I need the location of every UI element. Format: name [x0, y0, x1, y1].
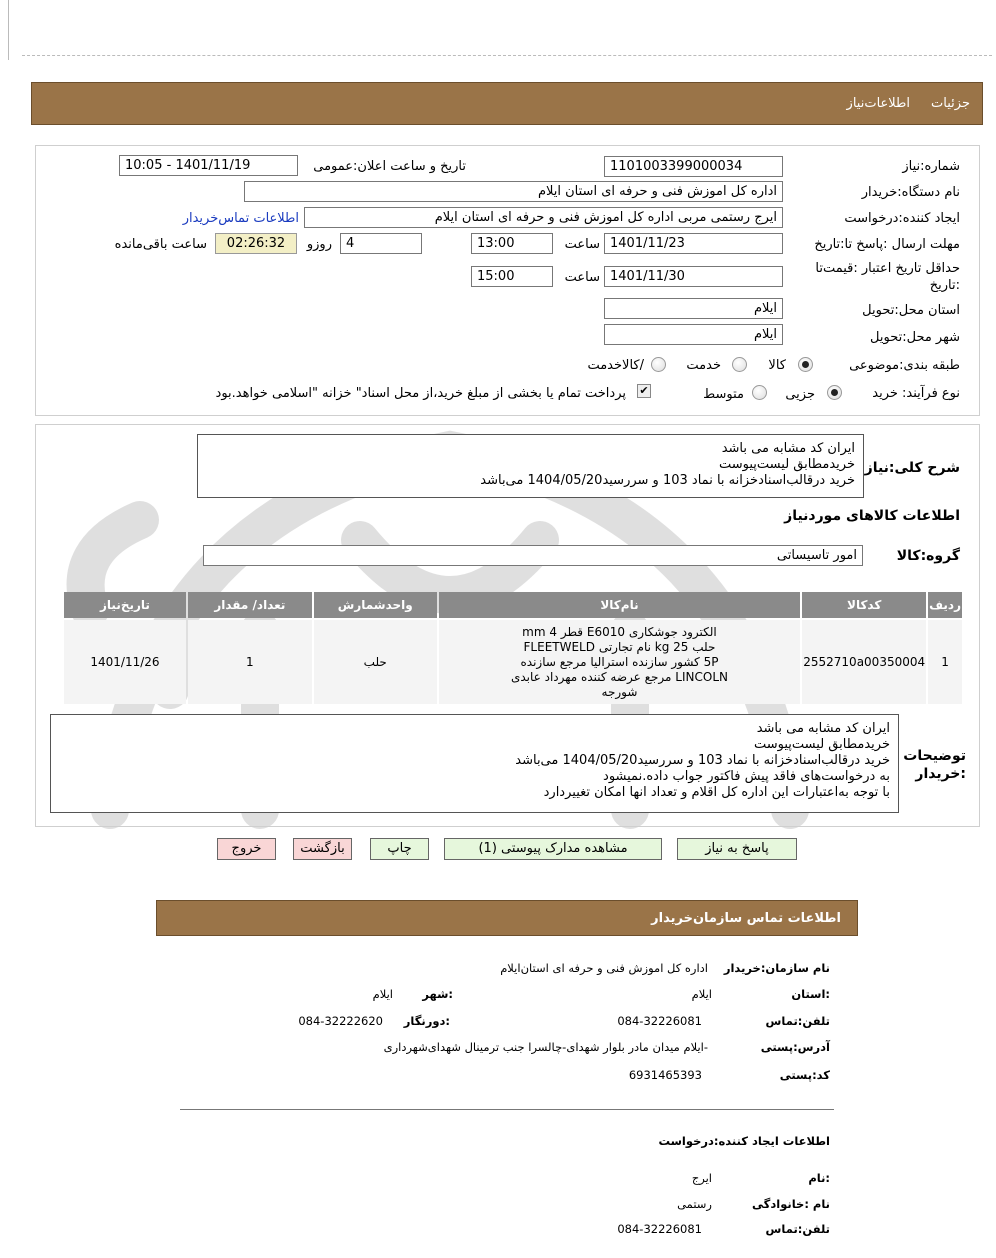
- payment-checkbox[interactable]: ✔: [637, 384, 651, 398]
- cell-qty: 1: [188, 620, 312, 704]
- send-deadline-time: 13:00: [471, 233, 553, 254]
- details-banner: [31, 82, 983, 125]
- creator-phone-label: تلفن:تماس: [765, 1222, 830, 1236]
- buyer-notes-label-1: توضیحات: [903, 748, 966, 764]
- category-service-label: خدمت: [686, 358, 721, 373]
- remaining-label: ساعت باقی‌مانده: [114, 237, 207, 252]
- validity-label-2: :تاریخ: [929, 278, 960, 293]
- contact-address-label: آدرس:پستی: [760, 1040, 830, 1054]
- buyer-org-field: اداره کل اموزش فنی و حرفه ای استان ایلام: [244, 181, 783, 202]
- goods-group-field: امور تاسیساتی: [203, 545, 863, 566]
- need-number-field: 1101003399000034: [604, 156, 783, 177]
- contact-divider: [180, 1109, 834, 1110]
- validity-time: 15:00: [471, 266, 553, 287]
- category-label: طبقه بندی:موضوعی: [849, 358, 960, 373]
- send-deadline-hour-label: ساعت: [564, 237, 600, 252]
- col-code: کدکالا: [802, 592, 926, 618]
- cell-code: 2552710a00350004: [802, 620, 926, 704]
- contact-org-value: اداره کل اموزش فنی و حرفه ای استان‌ایلام: [500, 961, 708, 975]
- send-deadline-date: 1401/11/23: [604, 233, 783, 254]
- tab-details[interactable]: جزئیات: [931, 96, 970, 111]
- contact-banner: [156, 900, 858, 936]
- process-medium-label: متوسط: [703, 387, 744, 402]
- cell-name-line: 5P کشور سازنده استرالیا مرجع سازنده: [520, 654, 719, 669]
- summary-line: ایران کد مشابه می باشد: [721, 441, 855, 456]
- cell-name-line: LINCOLN مرجع عرضه کننده مهرداد عابدی: [510, 669, 728, 684]
- col-qty: تعداد/ مقدار: [188, 592, 312, 618]
- contact-city-value: ایلام: [372, 987, 393, 1001]
- days-label: روزو: [306, 237, 332, 252]
- buyer-notes-label-2: :خریدار: [915, 766, 966, 782]
- goods-group-label: گروه:کالا: [896, 548, 960, 564]
- validity-date: 1401/11/30: [604, 266, 783, 287]
- col-row: ردیف: [928, 592, 962, 618]
- announce-label: تاریخ و ساعت اعلان:عمومی: [313, 159, 466, 174]
- cell-row: 1: [928, 620, 962, 704]
- process-label: نوع فرآیند: خرید: [872, 386, 960, 401]
- buyer-contact-link[interactable]: اطلاعات تماس‌خریدار: [182, 211, 299, 226]
- creator-name-label: :نام: [808, 1171, 830, 1185]
- city-field: ایلام: [604, 324, 783, 345]
- cell-name-line: حلب 25 kg نام تجارتی FLEETWELD: [523, 639, 716, 654]
- contact-org-label: نام سازمان:خریدار: [723, 961, 830, 975]
- process-minor-label: جزیی: [785, 387, 815, 402]
- cell-unit: حلب: [314, 620, 437, 704]
- buyer-note-line: به درخواست‌های فاقد پیش فاکتور جواب داده.نمیشود: [603, 769, 890, 784]
- province-field: ایلام: [604, 298, 783, 319]
- print-button[interactable]: چاپ: [370, 838, 429, 860]
- contact-fax-label: :دورنگار: [403, 1014, 450, 1028]
- payment-note: پرداخت تمام یا بخشی از مبلغ خرید،از محل اسناد" خزانه "اسلامی خواهد.بود: [215, 386, 626, 401]
- creator-phone-value: 084-32226081: [617, 1222, 702, 1236]
- category-goods-radio[interactable]: [798, 357, 813, 372]
- col-name: نام‌کالا: [439, 592, 801, 618]
- process-medium-radio[interactable]: [752, 385, 767, 400]
- validity-label-1: حداقل تاریخ اعتبار :قیمت‌تا: [815, 261, 960, 276]
- col-date: تاریخ‌نیاز: [64, 592, 186, 618]
- creator-label: ایجاد کننده:درخواست: [844, 211, 960, 226]
- remaining-timer: 02:26:32: [215, 233, 297, 254]
- category-goods-service-label: /کالاخدمت: [587, 358, 644, 373]
- creator-field: ایرج رستمی مربی اداره کل اموزش فنی و حرفه ای استان ایلام: [304, 207, 783, 228]
- creator-name-value: ایرج: [691, 1171, 712, 1185]
- need-number-label: شماره:نیاز: [902, 159, 960, 174]
- buyer-note-line: با توجه به‌اعتبارات این اداره کل اقلام و تعداد انها امکان تغییردارد: [543, 785, 890, 800]
- contact-fax-value: 084-32222620: [298, 1014, 383, 1028]
- category-goods-service-radio[interactable]: [651, 357, 666, 372]
- table-row: [64, 620, 962, 704]
- contact-city-label: :شهر: [422, 987, 453, 1001]
- tab-need-info[interactable]: اطلاعات‌نیاز: [846, 96, 910, 111]
- buyer-note-line: خریدمطابق لیست‌پیوست: [754, 737, 890, 752]
- buyer-note-line: ایران کد مشابه می باشد: [756, 721, 890, 736]
- contact-address-value: -ایلام میدان مادر بلوار شهدای-چالسرا جنب ترمینال شهدای‌شهرداری: [383, 1040, 708, 1054]
- contact-banner-title: اطلاعات تماس سازمان‌خریدار: [651, 911, 841, 926]
- creator-family-label: نام :خانوادگی: [752, 1197, 830, 1211]
- contact-phone-label: تلفن:تماس: [765, 1014, 830, 1028]
- city-label: شهر محل:تحویل: [870, 330, 960, 345]
- page-divider: [22, 55, 992, 56]
- cell-name-line: الکترود جوشکاری E6010 قطر 4 mm: [522, 624, 717, 639]
- announce-field: 1401/11/19 - 10:05: [119, 155, 298, 176]
- reply-button[interactable]: پاسخ به نیاز: [677, 838, 797, 860]
- summary-box: [197, 434, 864, 498]
- days-field: 4: [340, 233, 422, 254]
- summary-line: خریدمطابق لیست‌پیوست: [719, 457, 855, 472]
- contact-postal-label: کد:پستی: [779, 1068, 830, 1082]
- summary-label: شرح کلی:نیاز: [864, 460, 960, 476]
- buyer-note-line: خرید درقالب‌اسنادخزانه با نماد 103 و سررسید1404/05/20 می‌باشد: [515, 753, 890, 768]
- buyer-notes-box: [50, 714, 899, 813]
- validity-hour-label: ساعت: [564, 270, 600, 285]
- contact-postal-value: 6931465393: [628, 1068, 702, 1082]
- process-minor-radio[interactable]: [827, 385, 842, 400]
- cell-name: [439, 620, 801, 704]
- contact-phone-value: 084-32226081: [617, 1014, 702, 1028]
- attachments-button[interactable]: مشاهده مدارک پیوستی (1): [444, 838, 662, 860]
- creator-info-title: اطلاعات ایجاد کننده:درخواست: [658, 1134, 830, 1148]
- goods-table: [62, 590, 964, 706]
- category-service-radio[interactable]: [732, 357, 747, 372]
- summary-line: خرید درقالب‌اسنادخزانه با نماد 103 و سررسید1404/05/20 می‌باشد: [480, 473, 855, 488]
- contact-province-value: ایلام: [691, 987, 712, 1001]
- goods-section-title: اطلاعات کالاهای موردنیاز: [784, 508, 960, 524]
- col-unit: واحدشمارش: [314, 592, 437, 618]
- buyer-org-label: نام دستگاه:خریدار: [861, 185, 960, 200]
- cell-date: 1401/11/26: [64, 620, 186, 704]
- contact-province-label: :استان: [791, 987, 830, 1001]
- back-button[interactable]: بازگشت: [293, 838, 352, 860]
- category-goods-label: کالا: [768, 358, 786, 373]
- cell-name-line: شورجه: [601, 684, 638, 699]
- send-deadline-label: مهلت ارسال :پاسخ تا:تاریخ: [814, 237, 960, 252]
- page-border-line: [8, 0, 9, 60]
- exit-button[interactable]: خروج: [217, 838, 276, 860]
- creator-family-value: رستمی: [677, 1197, 712, 1211]
- province-label: استان محل:تحویل: [862, 303, 960, 318]
